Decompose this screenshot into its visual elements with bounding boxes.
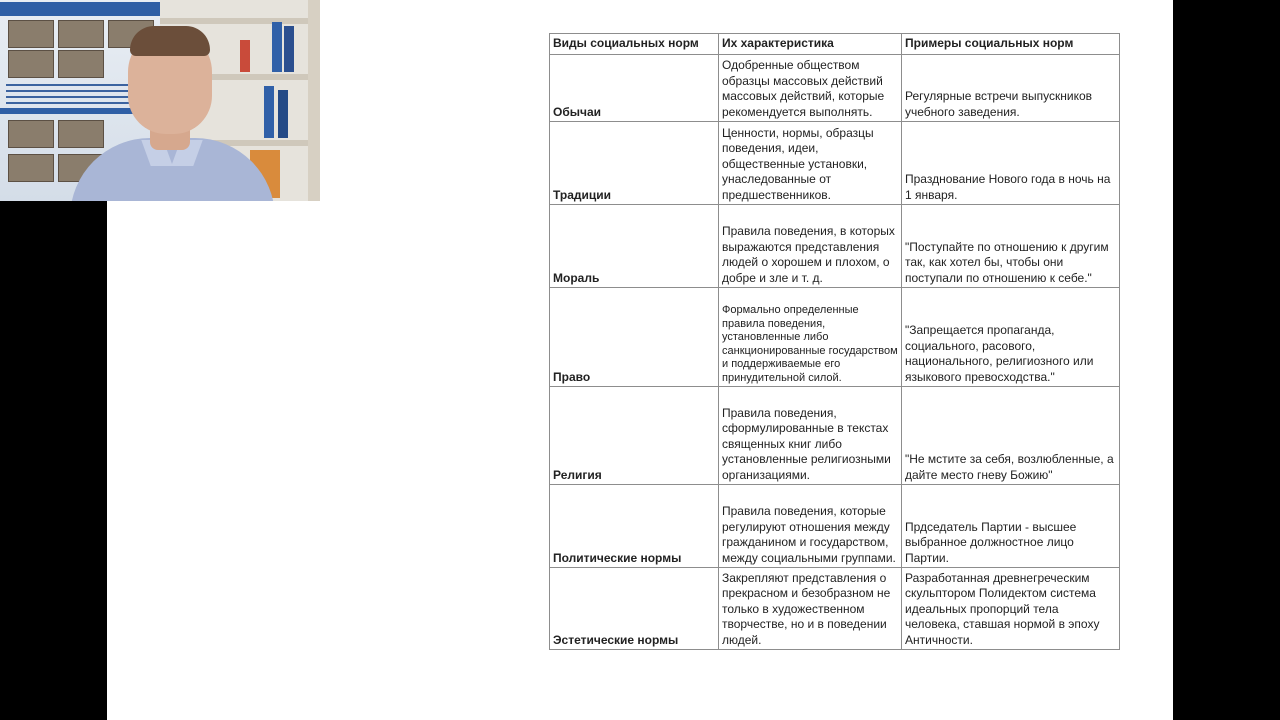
- norm-description: Закрепляют представления о прекрасном и безобразном не только в художественном творчестве, но и в поведении людей.: [719, 568, 902, 650]
- table-row: [550, 205, 1120, 288]
- norm-kind: Политические нормы: [550, 485, 719, 568]
- table-row: [550, 122, 1120, 205]
- norm-description: Одобренные обществом образцы массовых действий массовых действий, которые рекомендуется выполнять.: [719, 55, 902, 122]
- norm-kind: Традиции: [550, 122, 719, 205]
- norm-kind: Мораль: [550, 205, 719, 288]
- table-row: [550, 568, 1120, 650]
- norm-example: Регулярные встречи выпускников учебного заведения.: [902, 55, 1120, 122]
- table-header-row: [550, 34, 1120, 55]
- norm-description: Правила поведения, в которых выражаются представления людей о хорошем и плохом, о добре и зле и т. д.: [719, 205, 902, 288]
- header-kinds: Виды социальных норм: [550, 34, 719, 55]
- norm-description: Правила поведения, которые регулируют отношения между гражданином и государством, между социальными группами.: [719, 485, 902, 568]
- norm-description: Формально определенные правила поведения, установленные либо санкционированные государством и поддерживаемые его принудительной силой.: [719, 288, 902, 387]
- header-characteristics: Их характеристика: [719, 34, 902, 55]
- table-row: [550, 485, 1120, 568]
- norm-example: "Не мстите за себя, возлюбленные, а дайте место гневу Божию": [902, 387, 1120, 485]
- table-row: [550, 288, 1120, 387]
- norm-example: Разработанная древнегреческим скульптором Полидектом система идеальных пропорций тела человека, ставшая нормой в эпоху Античности.: [902, 568, 1120, 650]
- table-row: [550, 55, 1120, 122]
- norm-example: "Запрещается пропаганда, социального, расового, национального, религиозного или языкового превосходства.": [902, 288, 1120, 387]
- norm-example: Прдседатель Партии - высшее выбранное должностное лицо Партии.: [902, 485, 1120, 568]
- norm-kind: Право: [550, 288, 719, 387]
- norm-example: "Поступайте по отношению к другим так, как хотел бы, чтобы они поступали по отношению к себе.": [902, 205, 1120, 288]
- norm-kind: Религия: [550, 387, 719, 485]
- header-examples: Примеры социальных норм: [902, 34, 1120, 55]
- webcam-overlay: [0, 0, 320, 201]
- norm-description: Ценности, нормы, образцы поведения, идеи, общественные установки, унаследованные от предшественников.: [719, 122, 902, 205]
- norm-kind: Обычаи: [550, 55, 719, 122]
- table-row: [550, 387, 1120, 485]
- social-norms-table: [549, 33, 1120, 650]
- norm-description: Правила поведения, сформулированные в текстах священных книг либо установленные религиозными организациями.: [719, 387, 902, 485]
- norm-kind: Эстетические нормы: [550, 568, 719, 650]
- norm-example: Празднование Нового года в ночь на 1 января.: [902, 122, 1120, 205]
